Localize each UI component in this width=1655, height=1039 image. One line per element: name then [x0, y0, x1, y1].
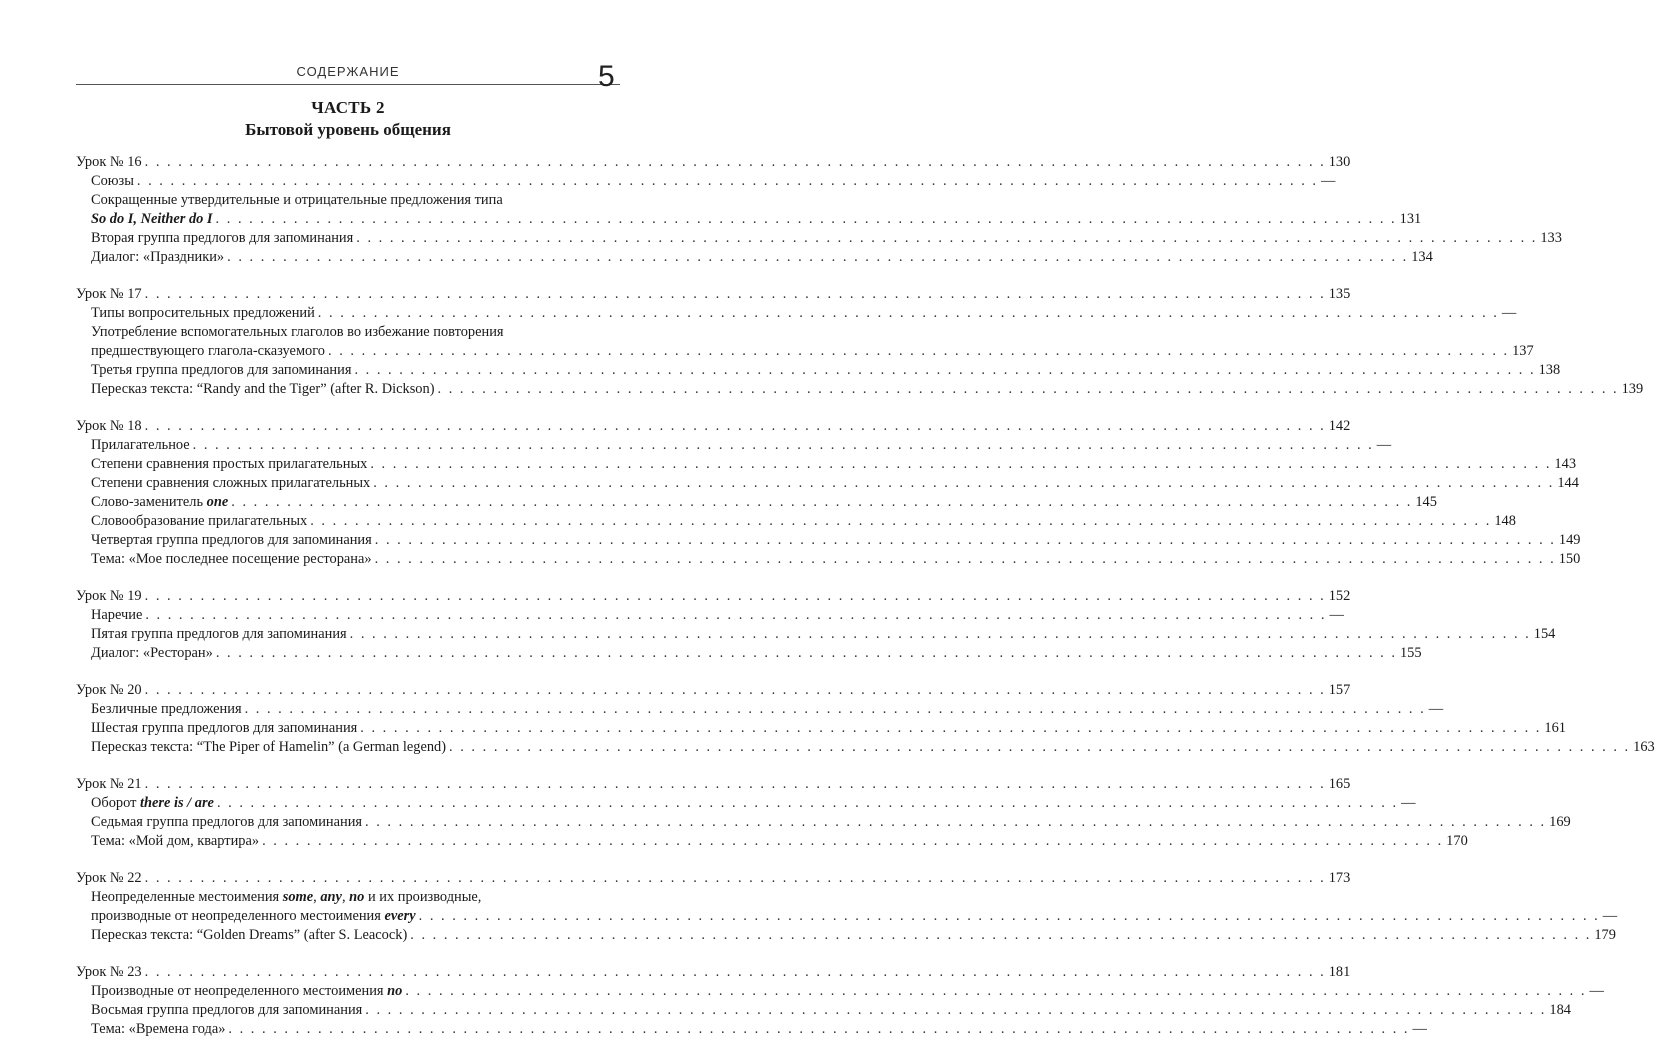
lesson-gap [76, 267, 614, 285]
entry-page: 131 [1399, 211, 1422, 227]
toc-subentry [76, 436, 1392, 455]
entry-label: Тема: «Времена года» [91, 1021, 226, 1037]
lesson-gap [76, 569, 614, 587]
toc-subentry [76, 455, 1577, 474]
dot-leader [438, 380, 1619, 399]
dot-leader [217, 794, 1398, 813]
toc-subentry [76, 606, 1344, 625]
entry-label: Урок № 23 [76, 964, 142, 980]
entry-page: 145 [1415, 494, 1437, 510]
entry-label: Урок № 19 [76, 588, 142, 604]
toc-lesson [76, 153, 1351, 172]
entry-page: 170 [1446, 833, 1468, 849]
entry-page: 179 [1594, 927, 1616, 943]
toc-subentry [76, 888, 614, 907]
entry-page: 142 [1328, 418, 1351, 434]
entry-label: Прилагательное [91, 437, 190, 453]
dot-leader [310, 512, 1491, 531]
entry-label: Словообразование прилагательных [91, 513, 308, 529]
entry-label: Урок № 18 [76, 418, 142, 434]
dot-leader [145, 681, 1326, 700]
entry-page: — [1501, 305, 1517, 321]
entry-page: 184 [1549, 1002, 1571, 1018]
toc-subentry [76, 191, 614, 210]
dot-leader [145, 417, 1326, 436]
entry-label: Неопределенные местоимения some, any, no и их производные, [91, 889, 482, 905]
entry-label: Четвертая группа предлогов для запоминания [91, 532, 372, 548]
dot-leader [145, 963, 1326, 982]
entry-label: Союзы [91, 173, 134, 189]
toc-subentry [76, 512, 1516, 531]
entry-page: 137 [1512, 343, 1534, 359]
entry-page: — [1602, 908, 1618, 924]
entry-page: — [1412, 1021, 1427, 1037]
toc-lesson [76, 417, 1351, 436]
toc-subentry-continuation [76, 342, 1534, 361]
dot-leader [145, 606, 1326, 625]
toc-subentry [76, 625, 1556, 644]
entry-page: — [1589, 983, 1604, 999]
dot-leader [328, 342, 1509, 361]
toc-subentry [76, 794, 1416, 813]
dot-leader [375, 531, 1556, 550]
dot-leader [145, 869, 1326, 888]
entry-page: 130 [1328, 154, 1351, 170]
entry-label: Тема: «Мое последнее посещение ресторана» [91, 551, 372, 567]
entry-label: Диалог: «Праздники» [91, 249, 225, 265]
entry-label: Вторая группа предлогов для запоминания [91, 230, 354, 246]
toc-subentry [76, 172, 1336, 191]
toc-subentry [76, 719, 1566, 738]
part-title: ЧАСТЬ 2 [311, 98, 385, 117]
dot-leader [318, 304, 1499, 323]
entry-page: 150 [1558, 551, 1581, 567]
entry-label: Диалог: «Ресторан» [91, 645, 213, 661]
dot-leader [262, 832, 1443, 851]
toc-subentry [76, 738, 1655, 757]
dot-leader [356, 229, 1537, 248]
entry-label: Оборот there is / are [91, 795, 214, 811]
entry-label: Наречие [91, 607, 143, 623]
dot-leader [137, 172, 1318, 191]
lesson-gap [76, 945, 614, 963]
entry-page: — [1329, 607, 1344, 623]
entry-label: Типы вопросительных предложений [91, 305, 315, 321]
entry-page: 173 [1328, 870, 1351, 886]
table-of-contents [76, 153, 1655, 1039]
entry-label: Пересказ текста: “The Piper of Hamelin” (a German legend) [91, 739, 447, 755]
entry-label: Слово-заменитель one [91, 494, 229, 510]
entry-page: — [1401, 795, 1416, 811]
dot-leader [145, 775, 1326, 794]
entry-label: Урок № 22 [76, 870, 142, 886]
dot-leader [145, 153, 1326, 172]
toc-subentry [76, 531, 1581, 550]
entry-label: Третья группа предлогов для запоминания [91, 362, 352, 378]
entry-page: 169 [1549, 814, 1571, 830]
entry-page: 143 [1554, 456, 1577, 472]
lesson-gap [76, 851, 614, 869]
dot-leader [373, 474, 1554, 493]
entry-page: 135 [1328, 286, 1351, 302]
toc-lesson [76, 587, 1351, 606]
entry-label: Пятая группа предлогов для запоминания [91, 626, 347, 642]
entry-label: Пересказ текста: “Golden Dreams” (after S. Leacock) [91, 927, 408, 943]
dot-leader [370, 455, 1551, 474]
lesson-gap [76, 757, 614, 775]
entry-page: 133 [1540, 230, 1562, 246]
entry-label: Сокращенные утвердительные и отрицательные предложения типа [91, 192, 503, 208]
entry-label: Степени сравнения сложных прилагательных [91, 475, 371, 491]
entry-label: Тема: «Мой дом, квартира» [91, 833, 260, 849]
dot-leader [227, 248, 1408, 267]
entry-page: — [1428, 701, 1444, 717]
toc-subentry [76, 832, 1468, 851]
toc-subentry [76, 926, 1616, 945]
entry-page: 139 [1621, 381, 1644, 397]
toc-lesson [76, 775, 1351, 794]
entry-page: 148 [1494, 513, 1516, 529]
entry-label: Степени сравнения простых прилагательных [91, 456, 368, 472]
entry-page: 144 [1557, 475, 1579, 491]
toc-subentry [76, 474, 1579, 493]
entry-page: 163 [1633, 739, 1655, 755]
entry-label: Шестая группа предлогов для запоминания [91, 720, 358, 736]
entry-page: 157 [1328, 682, 1351, 698]
entry-label: производные от неопределенного местоимения every [91, 908, 416, 924]
toc-subentry-continuation [76, 210, 1422, 229]
entry-label: Пересказ текста: “Randy and the Tiger” (after R. Dickson) [91, 381, 435, 397]
toc-lesson [76, 869, 1351, 888]
dot-leader [145, 587, 1326, 606]
dot-leader [245, 700, 1426, 719]
dot-leader [350, 625, 1531, 644]
entry-label: Седьмая группа предлогов для запоминания [91, 814, 363, 830]
entry-page: 152 [1328, 588, 1351, 604]
dot-leader [145, 285, 1326, 304]
toc-subentry [76, 229, 1562, 248]
entry-page: 161 [1544, 720, 1566, 736]
entry-label: предшествующего глагола-сказуемого [91, 343, 325, 359]
dot-leader [216, 644, 1397, 663]
toc-subentry [76, 493, 1437, 512]
entry-page: 155 [1399, 645, 1422, 661]
dot-leader [360, 719, 1541, 738]
toc-subentry [76, 982, 1604, 1001]
dot-leader [354, 361, 1535, 380]
header-title: СОДЕРЖАНИЕ [296, 64, 400, 79]
toc-subentry-continuation [76, 907, 1618, 926]
lesson-gap [76, 663, 614, 681]
toc-subentry [76, 644, 1422, 663]
dot-leader [410, 926, 1591, 945]
lesson-gap [76, 399, 614, 417]
header-rule [76, 84, 620, 85]
entry-label: Урок № 21 [76, 776, 142, 792]
dot-leader [375, 550, 1556, 569]
entry-page: — [1376, 437, 1392, 453]
toc-lesson [76, 285, 1351, 304]
entry-page: 149 [1558, 532, 1581, 548]
running-header [76, 58, 620, 86]
toc-subentry [76, 323, 614, 342]
dot-leader [193, 436, 1374, 455]
entry-page: 154 [1533, 626, 1556, 642]
dot-leader [231, 493, 1412, 512]
toc-subentry [76, 380, 1644, 399]
toc-subentry [76, 304, 1517, 323]
toc-lesson [76, 963, 1351, 982]
entry-label: Урок № 16 [76, 154, 142, 170]
entry-page: 165 [1328, 776, 1351, 792]
entry-label: Производные от неопределенного местоимения no [91, 983, 403, 999]
toc-subentry [76, 248, 1433, 267]
entry-label: Употребление вспомогательных глаголов во избежание повторения [91, 324, 504, 340]
toc-subentry [76, 813, 1571, 832]
entry-label: Урок № 20 [76, 682, 142, 698]
dot-leader [365, 1001, 1546, 1020]
entry-page: — [1321, 173, 1336, 189]
dot-leader [405, 982, 1586, 1001]
entry-page: 134 [1411, 249, 1433, 265]
entry-page: 138 [1538, 362, 1561, 378]
entry-label: So do I, Neither do I [91, 211, 213, 227]
entry-page: 181 [1328, 964, 1351, 980]
part-subtitle: Бытовой уровень общения [245, 120, 451, 139]
toc-subentry [76, 361, 1561, 380]
toc-subentry [76, 700, 1444, 719]
dot-leader [228, 1020, 1409, 1039]
toc-subentry [76, 550, 1581, 569]
dot-leader [419, 907, 1600, 926]
entry-label: Безличные предложения [91, 701, 242, 717]
dot-leader [449, 738, 1630, 757]
toc-subentry [76, 1001, 1571, 1020]
page-number: 5 [598, 60, 615, 93]
entry-label: Восьмая группа предлогов для запоминания [91, 1002, 363, 1018]
toc-lesson [76, 681, 1351, 700]
dot-leader [216, 210, 1397, 229]
dot-leader [365, 813, 1546, 832]
toc-subentry [76, 1020, 1427, 1039]
entry-label: Урок № 17 [76, 286, 142, 302]
